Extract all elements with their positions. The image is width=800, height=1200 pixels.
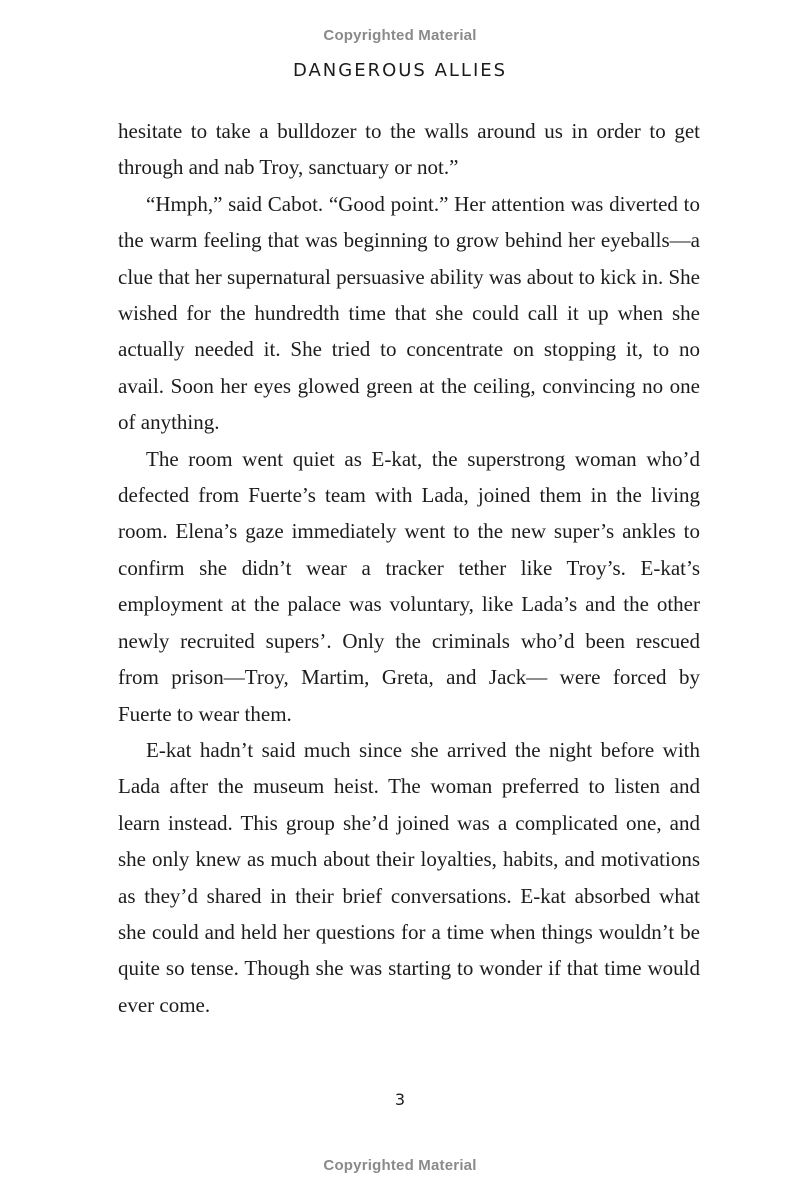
page-body-text [118, 113, 700, 1023]
paragraph: “Hmph,” said Cabot. “Good point.” Her attention was diverted to the warm feeling that was beginning to grow behind her eyeballs—a clue that her supernatural persuasive ability was about to kick in. She wished for the hundredth time that she could call it up when she actually needed it. She tried to concentrate on stopping it, to no avail. Soon her eyes glowed green at the ceiling, convincing no one of anything. [118, 191, 701, 435]
running-head-title: DANGEROUS ALLIES [292, 60, 508, 81]
paragraph: E-kat hadn’t said much since she arrived the night before with Lada after the museum heist. The woman preferred to listen and learn instead. This group she’d joined was a complicated one, and she only knew as much about their loyalties, habits, and motivations as they’d shared in their brief conversations. E-kat absorbed what she could and held her questions for a time when things wouldn’t be quite so tense. Though she was starting to wonder if that time would ever come. [118, 737, 700, 1017]
copyright-watermark-top: Copyrighted Material [323, 27, 477, 44]
copyright-watermark-bottom: Copyrighted Material [323, 1157, 477, 1174]
page-number: 3 [394, 1090, 406, 1109]
paragraph: The room went quiet as E-kat, the superstrong woman who’d defected from Fuerte’s team with Lada, joined them in the living room. Elena’s gaze immediately went to the new super’s ankles to confirm she didn’t wear a tracker tether like Troy’s. E-kat’s employment at the palace was voluntary, like Lada’s and the other newly recruited supers’. Only the criminals who’d been rescued from prison—Troy, Martim, Greta, and Jack— were forced by Fuerte to wear them. [118, 446, 700, 726]
paragraph-continuation: hesitate to take a bulldozer to the walls around us in order to get through and nab Troy, sanctuary or not.” [118, 119, 700, 180]
